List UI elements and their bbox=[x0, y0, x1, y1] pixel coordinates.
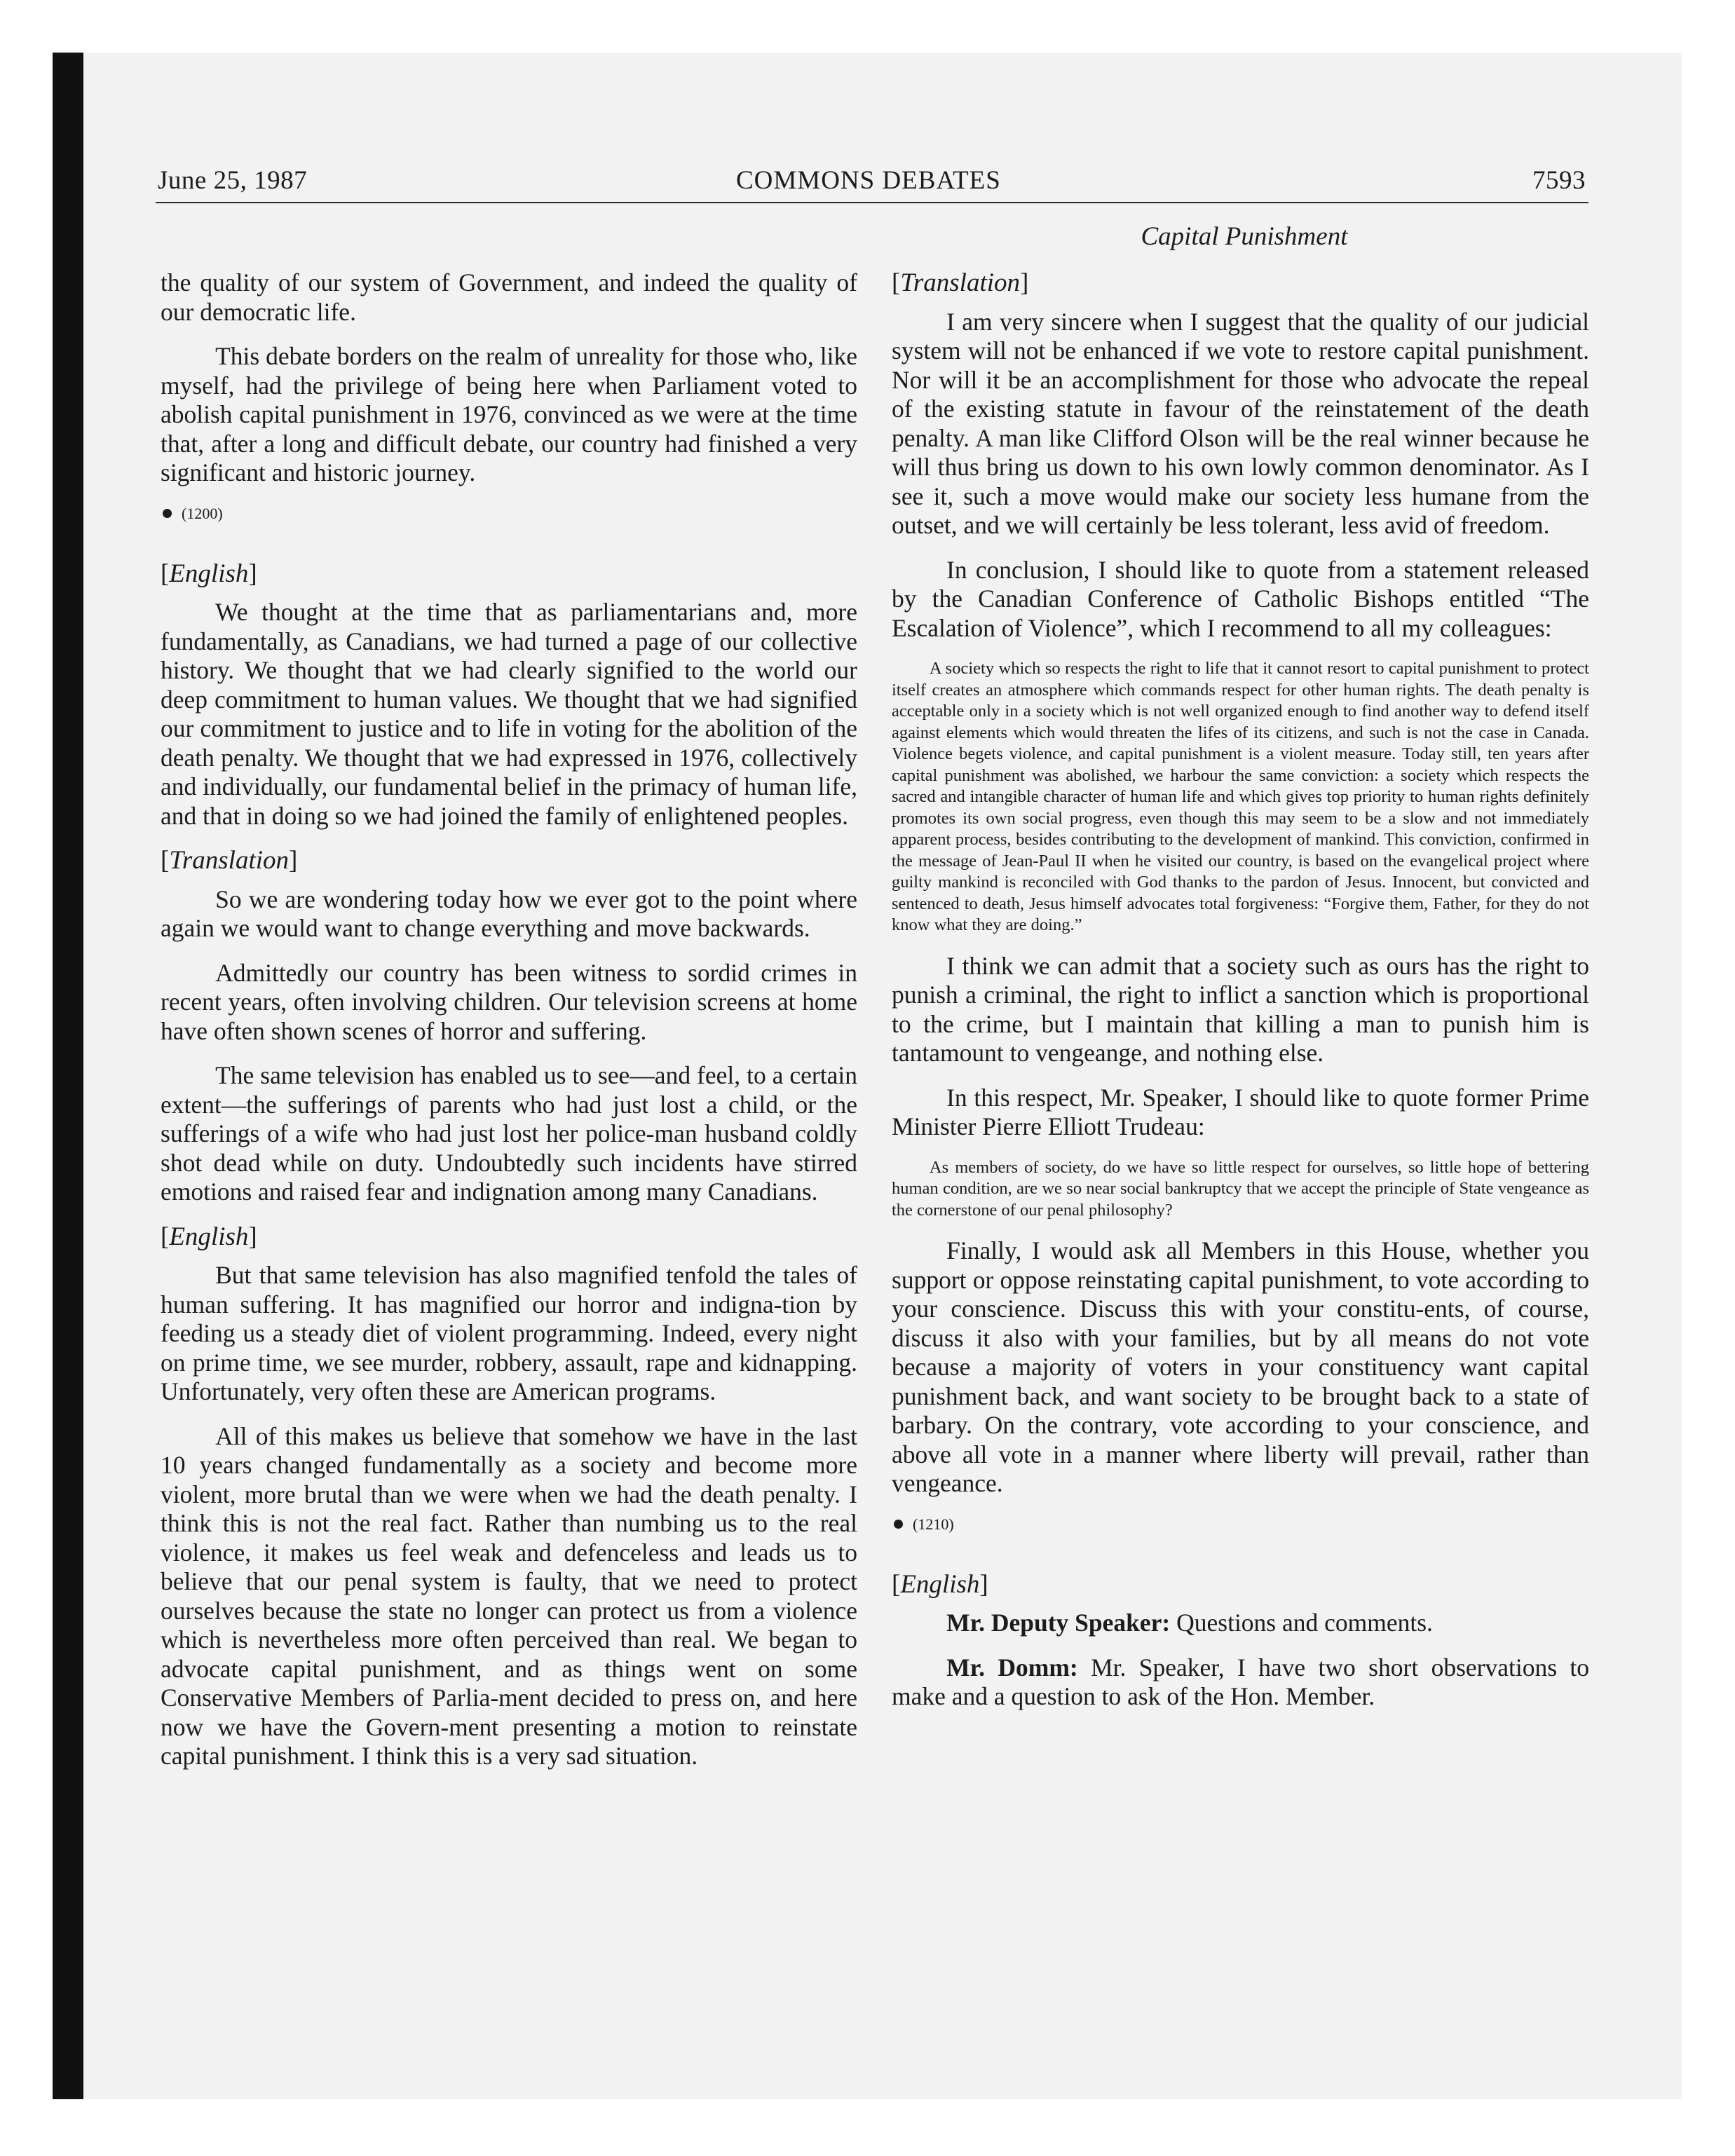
header-page-number: 7593 bbox=[1532, 166, 1586, 195]
paragraph: The same television has enabled us to see—and feel, to a certain extent—the sufferings of parents who had just lost a child, or the sufferings of a wife who had just lost her police-man husband coldly shot dead while on duty. Undoubtedly such incidents have stirred emotions and raised fear and indignation among many Canadians. bbox=[161, 1061, 857, 1206]
block-quote: As members of society, do we have so little respect for ourselves, so little hope of bettering human condition, are we so near social bankruptcy that we accept the principle of State vengeance as the cornerstone of our penal philosophy? bbox=[892, 1157, 1589, 1220]
paragraph: I think we can admit that a society such as ours has the right to punish a criminal, the right to inflict a sanction which is proportional to the crime, but I maintain that killing a man to punish him is tantamount to vengeange, and nothing else. bbox=[892, 951, 1589, 1067]
time-stamp: (1200) bbox=[182, 504, 223, 522]
paragraph: We thought at the time that as parliamentarians and, more fundamentally, as Canadians, we had turned a page of our collective history. We thought that we had clearly signified to the world our deep commitment to human values. We thought that we had signified our commitment to justice and to life in voting for the abolition of the death penalty. We thought that we had expressed in 1976, collectively and individually, our fundamental belief in the primacy of human life, and that in doing so we had joined the family of enlightened peoples. bbox=[161, 598, 857, 830]
speech-text: Mr. Speaker, I have two short observations to make and a question to ask of the Hon. Member. bbox=[892, 1653, 1590, 1710]
paragraph: Finally, I would ask all Members in this House, whether you support or oppose reinstating capital punishment, to vote according to your conscience. Discuss this with your constitu-ents, of course, discuss it also with your families, but by all means do not vote because a majority of voters in your constituency want capital punishment back, and want society to be brought back to a state of barbary. On the contrary, vote according to your conscience, and above all vote in a manner where liberty will prevail, rather than vengeance. bbox=[892, 1236, 1589, 1497]
header-publication: COMMONS DEBATES bbox=[736, 166, 1001, 195]
time-stamp: (1210) bbox=[913, 1515, 954, 1533]
paragraph: In conclusion, I should like to quote from a statement released by the Canadian Conference of Catholic Bishops entitled “The Escalation of Violence”, which I recommend to all my colleagues: bbox=[892, 555, 1589, 642]
speaker-name: Mr. Deputy Speaker: bbox=[946, 1609, 1171, 1637]
speech-text: Questions and comments. bbox=[1170, 1609, 1433, 1637]
block-quote: A society which so respects the right to life that it cannot resort to capital punishment to protect itself creates an atmosphere which commands respect for other human rights. The death penalty is acceptable only in a society which is not well organized enough to find another way to defend itself against elements which would threaten the lifes of its citizens, and such is not the case in Canada. Violence begets violence, and capital punishment is a violent measure. Today still, ten years after capital punishment was abolished, we harbour the same conviction: a society which respects the sacred and intangible character of human life and which gives top priority to human rights definitely promotes its own social progress, even though this may seem to be a slow and not immediately apparent process, besides contributing to the development of mankind. This conviction, confirmed in the message of Jean-Paul II when he visited our country, is based on the evangelical project where guilty mankind is reconciled with God thanks to the pardon of Jesus. Innocent, but convicted and sentenced to death, Jesus himself advocates total forgiveness: “Forgive them, Father, for they do not know what they are doing.” bbox=[892, 659, 1589, 934]
bullet-icon bbox=[894, 1520, 903, 1529]
speech bbox=[892, 1653, 1589, 1712]
paragraph: But that same television has also magnified tenfold the tales of human suffering. It has magnified our horror and indigna-tion by feeding us a steady diet of violent programming. Indeed, every night on prime time, we see murder, robbery, assault, rape and kidnapping. Unfortunately, very often these are American programs. bbox=[161, 1261, 857, 1405]
bullet-icon bbox=[163, 509, 172, 518]
right-column bbox=[892, 268, 1589, 1727]
time-marker bbox=[161, 503, 857, 524]
paragraph: the quality of our system of Government, and indeed the quality of our democratic life. bbox=[161, 268, 857, 326]
language-marker: [English] bbox=[892, 1569, 988, 1599]
header-date: June 25, 1987 bbox=[158, 166, 308, 195]
left-column bbox=[161, 268, 857, 1787]
paragraph: I am very sincere when I suggest that the quality of our judicial system will not be enhanced if we vote to restore capital punishment. Nor will it be an accomplishment for those who advocate the repeal of the existing statute in favour of the reinstatement of the death penalty. A man like Clifford Olson will be the real winner because he will thus bring us down to his own lowly common denominator. As I see it, such a move would make our society less humane from the outset, and we will certainly be less tolerant, less avid of freedom. bbox=[892, 307, 1589, 539]
scan-margin-edge bbox=[53, 53, 83, 2099]
paragraph: This debate borders on the realm of unreality for those who, like myself, had the privilege of being here when Parliament voted to abolish capital punishment in 1976, convinced as we were at the time that, after a long and difficult debate, our country had finished a very significant and historic journey. bbox=[161, 342, 857, 486]
paragraph: In this respect, Mr. Speaker, I should like to quote former Prime Minister Pierre Elliott Trudeau: bbox=[892, 1083, 1589, 1140]
header-rule bbox=[156, 202, 1588, 203]
speaker-name: Mr. Domm: bbox=[946, 1653, 1078, 1681]
language-marker: [English] bbox=[161, 559, 257, 588]
paragraph: Admittedly our country has been witness to sordid crimes in recent years, often involving children. Our television screens at home have often shown scenes of horror and suffering. bbox=[161, 958, 857, 1045]
language-marker: [Translation] bbox=[161, 846, 298, 875]
paragraph: So we are wondering today how we ever got to the point where again we would want to change everything and move backwards. bbox=[161, 885, 857, 942]
section-title: Capital Punishment bbox=[1141, 222, 1348, 251]
speech bbox=[892, 1609, 1589, 1638]
paragraph: All of this makes us believe that somehow we have in the last 10 years changed fundamentally as a society and become more violent, more brutal than we were when we had the death penalty. I think this is not the real fact. Rather than numbing us to the real violence, it makes us feel weak and defenceless and leads us to believe that our penal system is faulty, that we need to protect ourselves because the state no longer can protect us from a violence which is nevertheless more often perceived than real. We began to advocate capital punishment, and as things went on some Conservative Members of Parlia-ment decided to press on, and here now we have the Govern-ment presenting a motion to reinstate capital punishment. I think this is a very sad situation. bbox=[161, 1421, 857, 1770]
language-marker: [Translation] bbox=[892, 268, 1029, 297]
time-marker bbox=[892, 1514, 1589, 1535]
language-marker: [English] bbox=[161, 1222, 257, 1251]
